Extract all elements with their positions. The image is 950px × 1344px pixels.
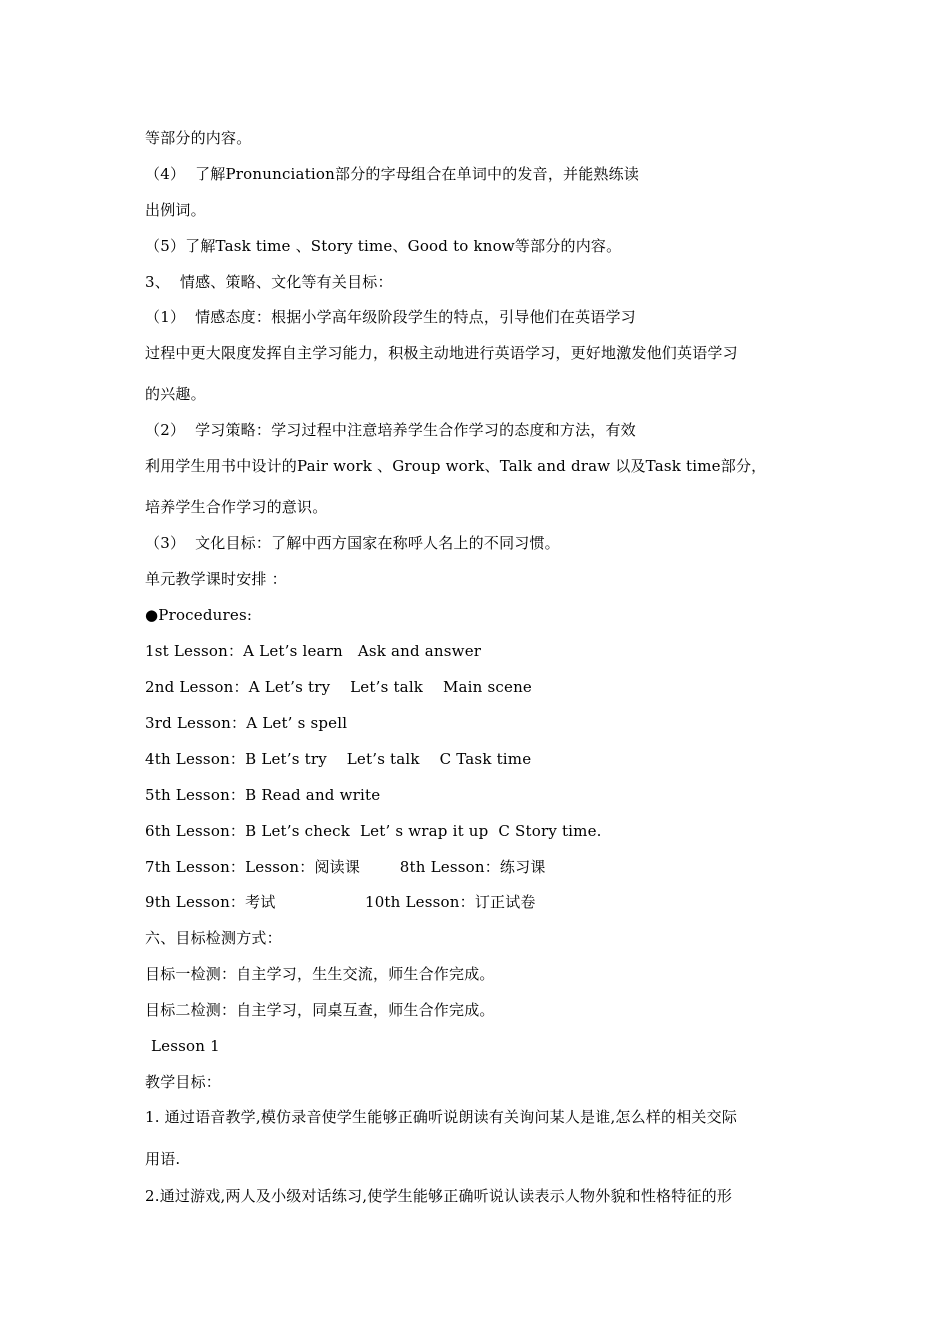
text-line: 培养学生合作学习的意识。 (145, 498, 328, 516)
section-heading: 六、目标检测方式： (145, 929, 282, 947)
procedures-heading: ●Procedures: (145, 606, 253, 624)
text-line: 用语. (145, 1150, 181, 1168)
lesson-item: 1st Lesson：A Let’s learn Ask and answer (145, 642, 482, 660)
text-line: （4） 了解Pronunciation部分的字母组合在单词中的发音，并能熟练读 (145, 165, 640, 183)
text-line: 过程中更大限度发挥自主学习能力，积极主动地进行英语学习，更好地激发他们英语学习 (145, 344, 738, 362)
text-line: 1. 通过语音教学,模仿录音使学生能够正确听说朗读有关询问某人是谁,怎么样的相关交际 (145, 1108, 738, 1126)
text-line: 的兴趣。 (145, 385, 206, 403)
lesson-title: Lesson 1 (151, 1037, 220, 1055)
text-line: 利用学生用书中设计的Pair work 、Group work、Talk and draw 以及Task time部分， (145, 457, 767, 475)
text-line: 等部分的内容。 (145, 129, 252, 147)
text-line: 2.通过游戏,两人及小级对话练习,使学生能够正确听说认读表示人物外貌和性格特征的形 (145, 1187, 733, 1205)
lesson-item: 2nd Lesson：A Let’s try Let’s talk Main scene (145, 678, 533, 696)
text-line: （5）了解Task time 、Story time、Good to know等部分的内容。 (145, 237, 622, 255)
lesson-item: 5th Lesson：B Read and write (145, 786, 381, 804)
lesson-item: 3rd Lesson：A Let’ s spell (145, 714, 348, 732)
text-line: （3） 文化目标：了解中西方国家在称呼人名上的不同习惯。 (145, 534, 560, 552)
text-line: （1） 情感态度：根据小学高年级阶段学生的特点，引导他们在英语学习 (145, 308, 636, 326)
lesson-item: 4th Lesson：B Let’s try Let’s talk C Task time (145, 750, 532, 768)
lesson-item: 9th Lesson：考试 10th Lesson：订正试卷 (145, 893, 536, 911)
section-heading: 教学目标： (145, 1073, 222, 1091)
section-heading: 单元教学课时安排 ： (145, 570, 287, 588)
lesson-item: 7th Lesson：Lesson：阅读课 8th Lesson：练习课 (145, 858, 546, 876)
text-line: 目标二检测：自主学习，同桌互查，师生合作完成。 (145, 1001, 495, 1019)
text-line: 目标一检测：自主学习，生生交流，师生合作完成。 (145, 965, 495, 983)
lesson-item: 6th Lesson：B Let’s check Let’ s wrap it up C Story time. (145, 822, 602, 840)
section-heading: 3、 情感、策略、文化等有关目标： (145, 273, 393, 291)
text-line: 出例词。 (145, 201, 206, 219)
text-line: （2） 学习策略：学习过程中注意培养学生合作学习的态度和方法，有效 (145, 421, 636, 439)
